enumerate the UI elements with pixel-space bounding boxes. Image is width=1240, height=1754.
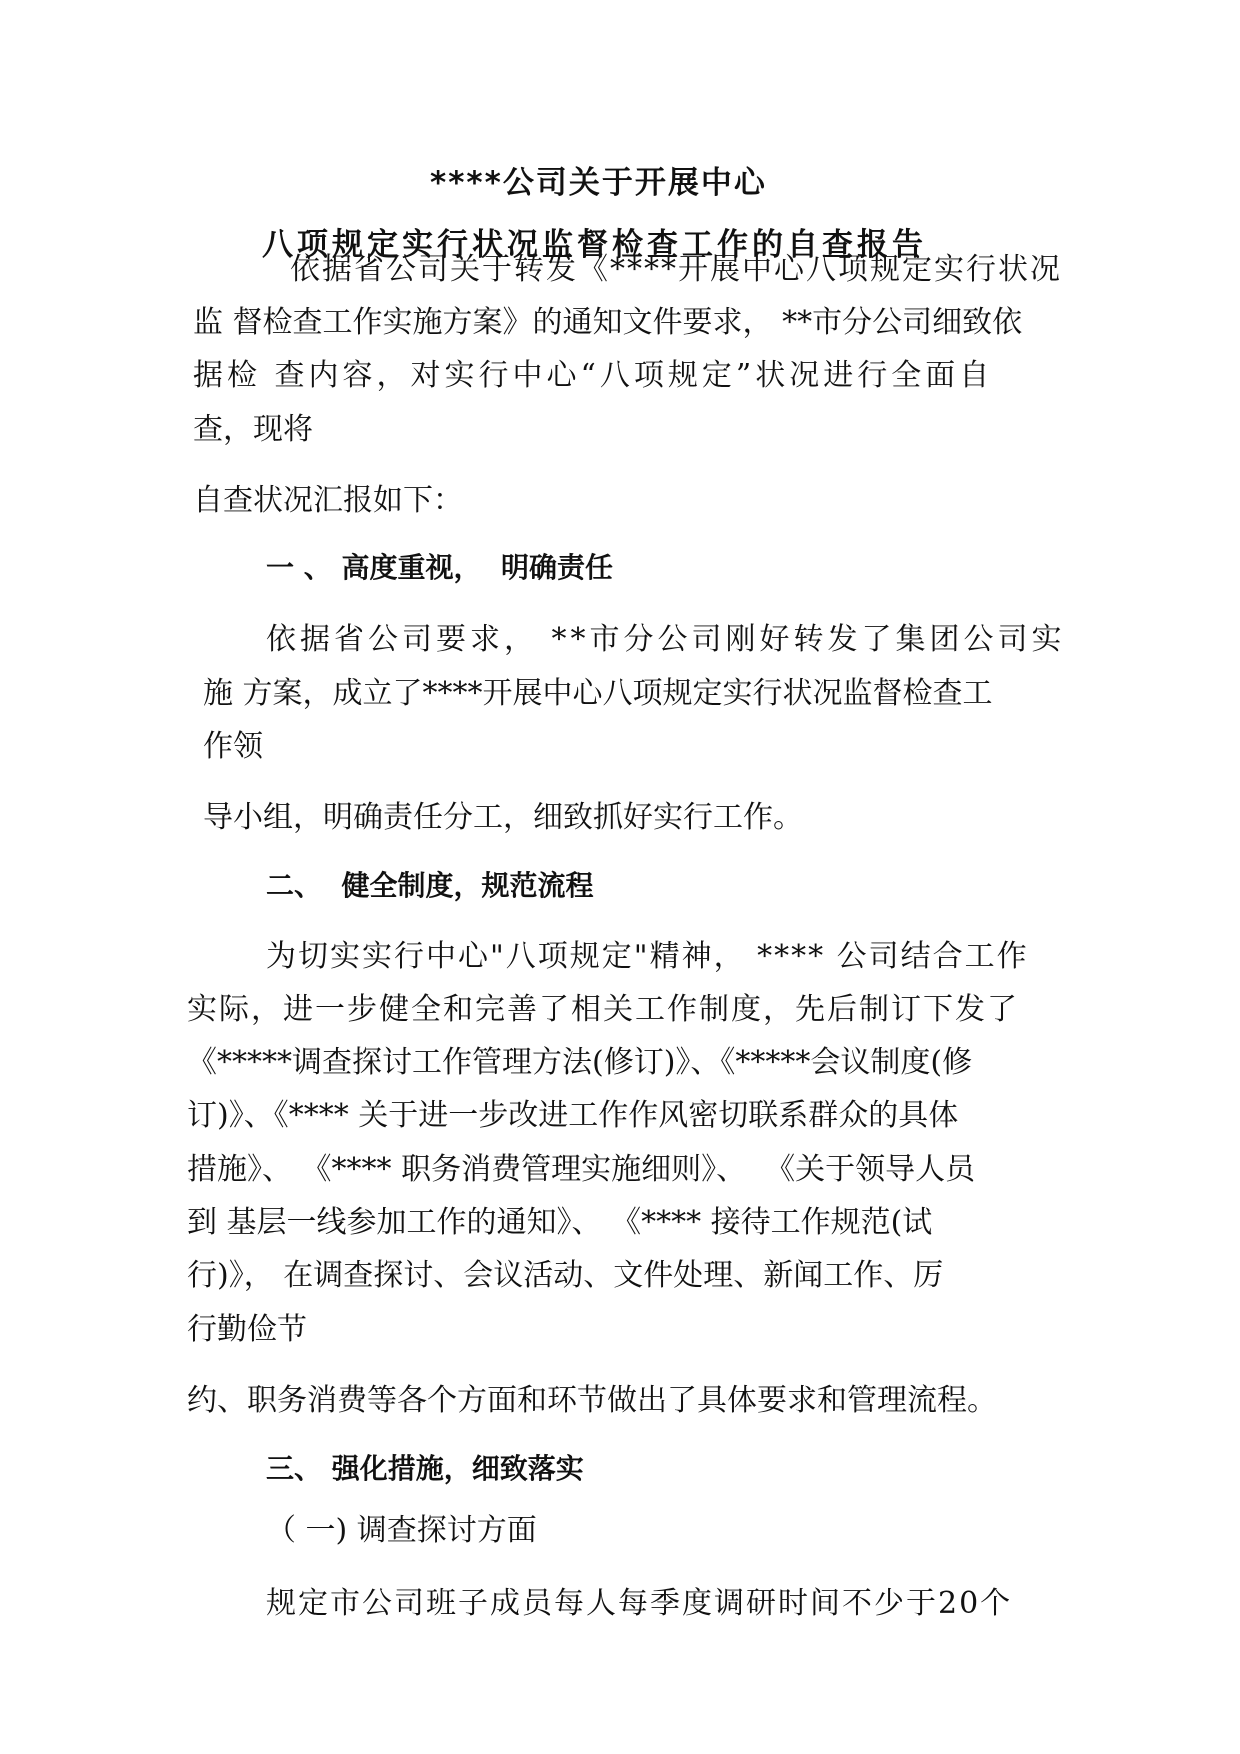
- section-heading-2: 二、 健全制度，规范流程: [266, 869, 594, 902]
- intro-line: 监 督检查工作实施方案》的通知文件要求， **市分公司细致依: [193, 305, 1023, 340]
- document-title-line-1: ****公司关于开展中心: [430, 165, 767, 201]
- section2-line: 约、职务消费等各个方面和环节做出了具体要求和管理流程。: [187, 1383, 997, 1418]
- section1-line: 施 方案，成立了****开展中心八项规定实行状况监督检查工: [203, 676, 993, 711]
- section2-line: 行)》， 在调查探讨、会议活动、文件处理、新闻工作、厉: [187, 1258, 944, 1293]
- intro-line: 自查状况汇报如下：: [193, 483, 463, 518]
- section1-line: 作领: [203, 729, 263, 764]
- section2-line: 实际，进一步健全和完善了相关工作制度，先后制订下发了: [187, 992, 1019, 1027]
- section-heading-1: 一 、 高度重视， 明确责任: [266, 551, 613, 584]
- section2-line: 到 基层一线参加工作的通知》、 《**** 接待工作规范(试: [187, 1205, 933, 1240]
- section2-line: 措施》、 《**** 职务消费管理实施细则》、 《关于领导人员: [187, 1152, 976, 1187]
- section2-line: 订)》、《**** 关于进一步改进工作作风密切联系群众的具体: [187, 1098, 959, 1133]
- section1-line: 导小组，明确责任分工，细致抓好实行工作。: [203, 800, 803, 835]
- section2-line: 《*****调查探讨工作管理方法(修订)》、《*****会议制度(修: [187, 1045, 973, 1080]
- section2-line: 行勤俭节: [187, 1312, 307, 1347]
- section1-line: 依据省公司要求， **市分公司刚好转发了集团公司实: [266, 622, 1066, 657]
- section-heading-3: 三、 强化措施，细致落实: [266, 1452, 584, 1485]
- section3-line: 规定市公司班子成员每人每季度调研时间不少于20个: [266, 1586, 1013, 1621]
- intro-line: 据检 查内容，对实行中心“八项规定”状况进行全面自: [193, 358, 994, 393]
- intro-line: 依据省公司关于转发《****开展中心八项规定实行状况: [290, 252, 1062, 287]
- section2-line: 为切实实行中心"八项规定"精神， **** 公司结合工作: [266, 939, 1029, 974]
- intro-line: 查，现将: [193, 412, 313, 447]
- document-title-line-2: 八项规定实行状况监督检查工作的自查报告: [262, 227, 927, 263]
- section3-subheading: （ 一) 调查探讨方面: [266, 1513, 537, 1548]
